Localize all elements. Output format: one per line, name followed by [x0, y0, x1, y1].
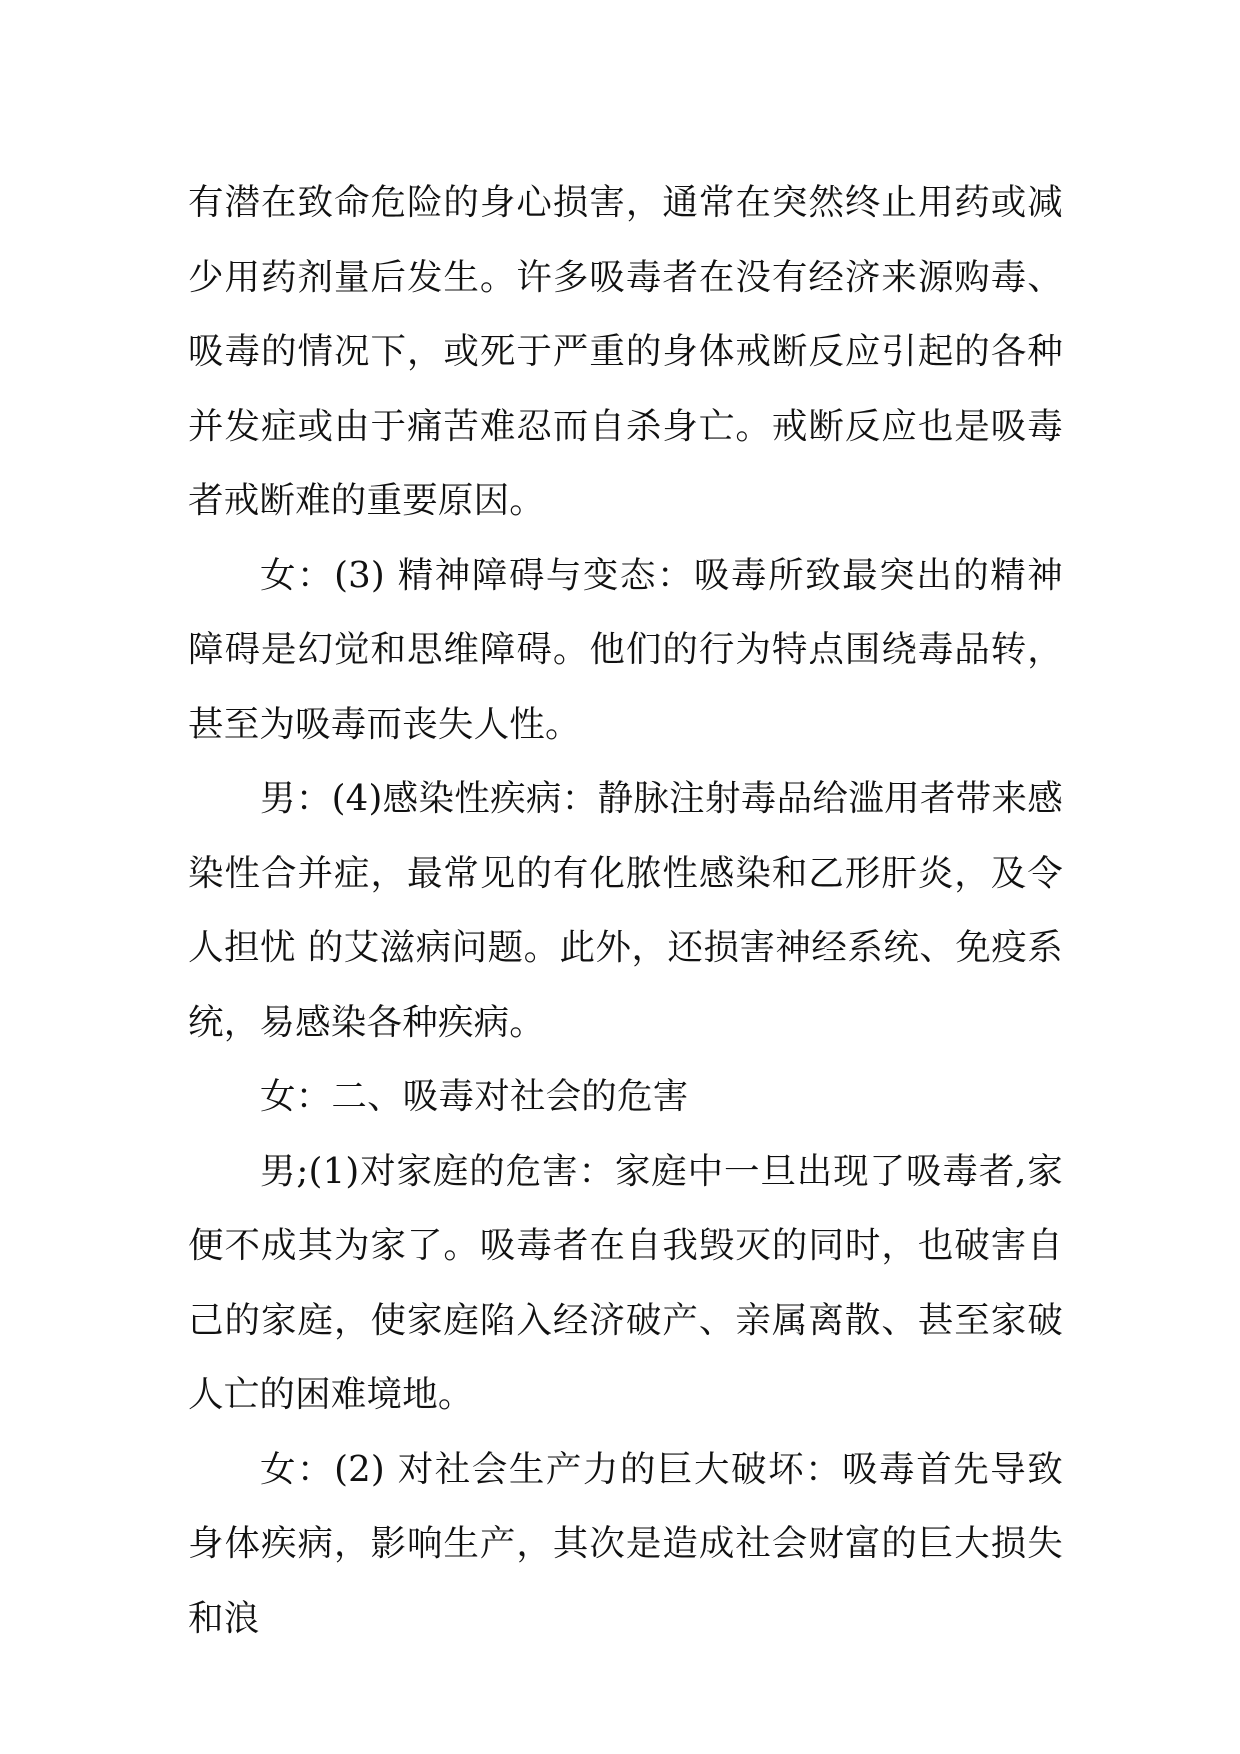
- section-heading-social-harm: 女：二、吸毒对社会的危害: [260, 1076, 689, 1117]
- paragraph-infectious-disease: 男：(4)感染性疾病：静脉注射毒品给滥用者带来感染性合并症，最常见的有化脓性感染和乙形肝炎，及令人担忧 的艾滋病问题。此外，还损害神经系统、免疫系统，易感染各种疾病。: [188, 778, 1063, 1043]
- paragraph-productivity-harm: 女：(2) 对社会生产力的巨大破坏：吸毒首先导致身体疾病，影响生产，其次是造成社会财富的巨大损失和浪: [188, 1448, 1063, 1639]
- document-body: [188, 166, 1063, 1656]
- paragraph-family-harm: 男;(1)对家庭的危害：家庭中一旦出现了吸毒者,家便不成其为家了。吸毒者在自我毁灭的同时，也破害自己的家庭，使家庭陷入经济破产、亲属离散、甚至家破人亡的困难境地。: [188, 1150, 1063, 1415]
- paragraph-withdrawal-continued: 有潜在致命危险的身心损害，通常在突然终止用药或减少用药剂量后发生。许多吸毒者在没有经济来源购毒、吸毒的情况下，或死于严重的身体戒断反应引起的各种并发症或由于痛苦难忍而自杀身亡。戒断反应也是吸毒者戒断难的重要原因。: [188, 182, 1063, 521]
- paragraph-mental-disorder: 女：(3) 精神障碍与变态：吸毒所致最突出的精神障碍是幻觉和思维障碍。他们的行为特点围绕毒品转，甚至为吸毒而丧失人性。: [188, 554, 1063, 745]
